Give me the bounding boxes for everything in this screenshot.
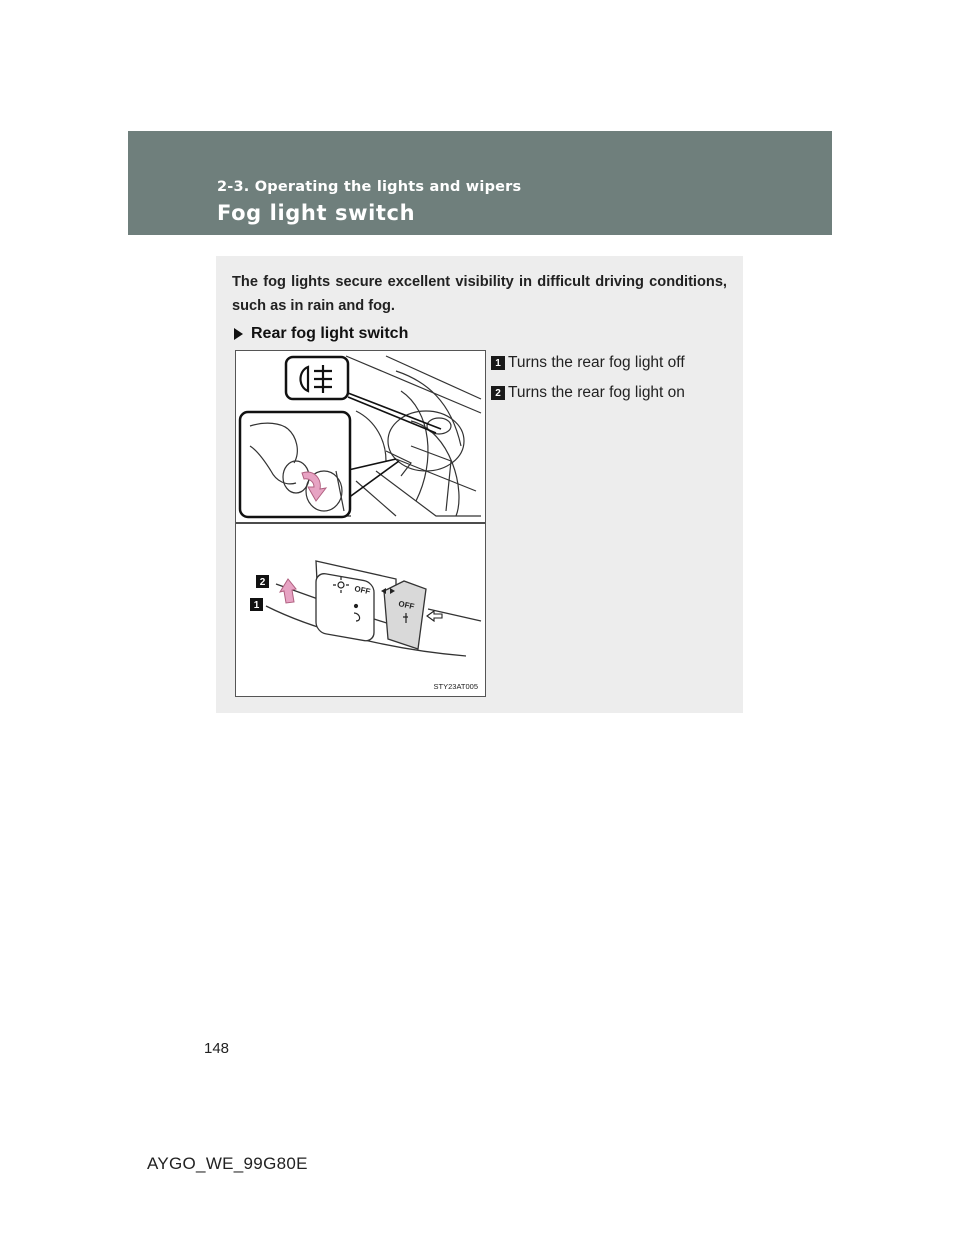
switch-off-label-1: OFF — [353, 584, 372, 597]
page-title: Fog light switch — [217, 201, 416, 225]
content-box — [216, 256, 743, 713]
header-band — [128, 131, 832, 235]
callout-1: 1 — [253, 600, 260, 611]
illustration — [235, 350, 486, 697]
switch-off-label-2: OFF — [397, 599, 416, 612]
intro-paragraph: The fog lights secure excellent visibility in difficult driving conditions, such as in rain and fog. — [232, 274, 727, 314]
legend-text: Turns the rear fog light on — [508, 384, 685, 401]
callout-2: 2 — [259, 577, 266, 588]
page-number: 148 — [204, 1040, 230, 1057]
legend — [491, 352, 731, 412]
legend-item — [491, 382, 731, 404]
subheading — [234, 325, 408, 343]
legend-text: Turns the rear fog light off — [508, 354, 685, 371]
subheading-text: Rear fog light switch — [251, 325, 409, 342]
legend-number-badge: 2 — [491, 386, 505, 400]
section-label: 2-3. Operating the lights and wipers — [217, 179, 522, 195]
legend-number-badge: 1 — [491, 356, 505, 370]
fog-switch-diagram — [236, 351, 485, 696]
legend-item — [491, 352, 731, 374]
illustration-code: STY23AT005 — [433, 682, 478, 691]
document-code: AYGO_WE_99G80E — [147, 1154, 308, 1173]
triangle-bullet-icon — [234, 328, 243, 340]
